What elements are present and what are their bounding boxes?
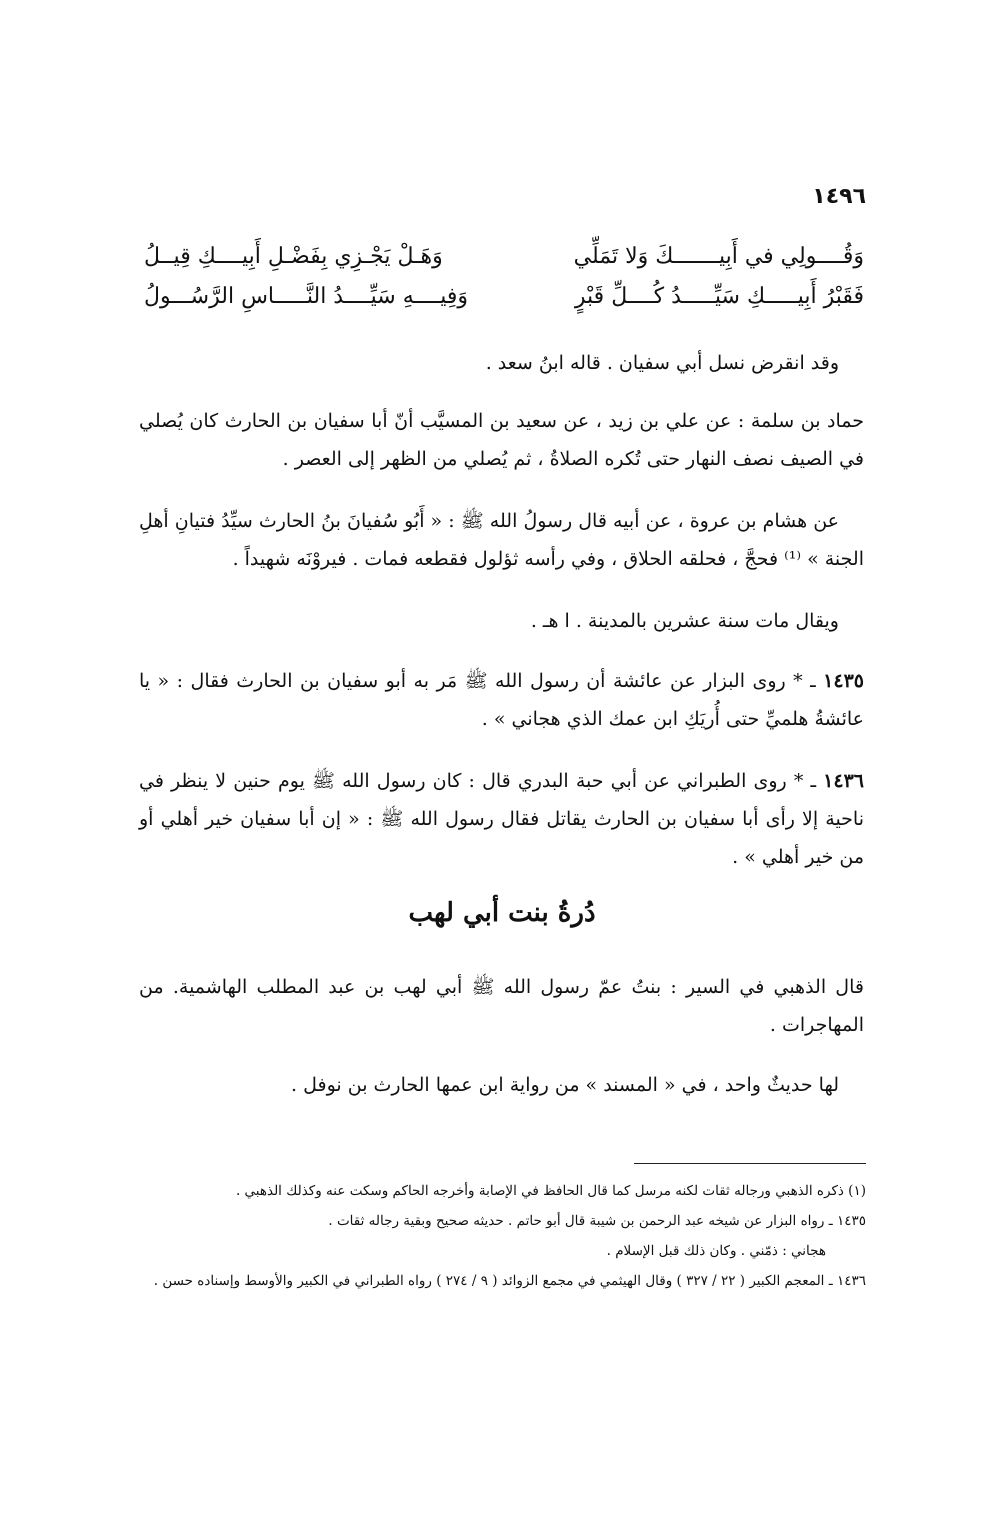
footnote-1: (١) ذكره الذهبي ورجاله ثقات لكنه مرسل كما قال الحافظ في الإصابة وأخرجه الحاكم وسكت عنه وكذلك الذهبي .	[235, 1183, 866, 1199]
footnote-1436: ١٤٣٦ ـ المعجم الكبير ( ٢٢ / ٣٢٧ ) وقال الهيثمي في مجمع الزوائد ( ٩ / ٢٧٤ ) رواه الطبراني في الكبير والأوسط وإسناده حسن .	[153, 1273, 866, 1289]
footnote-separator	[634, 1163, 866, 1164]
section-title: دُرةُ بنت أبي لهب	[408, 898, 596, 928]
paragraph-hisham-report: عن هشام بن عروة ، عن أبيه قال رسولُ الله ﷺ : « أَبُو سُفيانَ بنُ الحارث سيِّدُ فتيانِ أهلِ الجنة » ⁽¹⁾ فحجَّ ، فحلقه الحلاق ، وفي رأسه ثؤلول فقطعه فمات . فيروْنَه شهيداً .	[139, 510, 864, 570]
poem-verse-1	[144, 244, 864, 280]
hadith-1435-number: ١٤٣٥	[823, 670, 864, 692]
verse-2-first-hemistich: فَقَبْرُ أَبِيـــــكِ سَيِّـــــدُ كُــــلِّ قَبْرٍ	[574, 284, 864, 309]
hadith-1436	[139, 762, 864, 876]
paragraph-death-year: ويقال مات سنة عشرين بالمدينة . ا هـ .	[530, 610, 839, 632]
paragraph-prayer-report: حماد بن سلمة : عن علي بن زيد ، عن سعيد بن المسيَّب أنّ أبا سفيان بن الحارث كان يُصلي في الصيف نصف النهار حتى تُكره الصلاةُ ، ثم يُصلي من الظهر إلى العصر .	[139, 410, 864, 470]
page-number: ١٤٩٦	[812, 184, 866, 209]
section-paragraph-1: قال الذهبي في السير : بنتُ عمّ رسول الله ﷺ أبي لهب بن عبد المطلب الهاشمية. من المهاجرات .	[139, 976, 864, 1036]
verse-2-second-hemistich: وَفِيــــهِ سَيِّــــدُ النَّـــــاسِ الرَّسُـــولُ	[144, 284, 469, 309]
footnote-1435-gloss: هجاني : ذمّني . وكان ذلك قبل الإسلام .	[606, 1243, 826, 1259]
hadith-1436-text: ـ * روى الطبراني عن أبي حبة البدري قال : كان رسول الله ﷺ يوم حنين لا ينظر في ناحية إلا رأى أبا سفيان بن الحارث يقاتل فقال رسول الله ﷺ : « إن أبا سفيان خير أهلي أو من خير أهلي » .	[139, 770, 864, 868]
hadith-1436-number: ١٤٣٦	[823, 770, 864, 792]
section-paragraph-2: لها حديثٌ واحد ، في « المسند » من رواية ابن عمها الحارث بن نوفل .	[291, 1074, 839, 1096]
hadith-1435	[139, 662, 864, 738]
verse-1-second-hemistich: وَهَـلْ يَجْـزِي بِفَضْـلِ أَبِيــــكِ قِيــلُ	[144, 244, 443, 269]
poem-verse-2	[144, 284, 864, 320]
verse-1-first-hemistich: وَقُــــولِي في أَبِيـــــــكَ وَلا تَمَلِّي	[573, 244, 864, 269]
hadith-1435-text: ـ * روى البزار عن عائشة أن رسول الله ﷺ مَر به أبو سفيان بن الحارث فقال : « يا عائشةُ هلميِّ حتى أُريَكِ ابن عمك الذي هجاني » .	[139, 670, 864, 730]
footnote-1435: ١٤٣٥ ـ رواه البزار عن شيخه عبد الرحمن بن شيبة قال أبو حاتم . حديثه صحيح وبقية رجاله ثقات .	[328, 1213, 866, 1229]
paragraph-lineage: وقد انقرض نسل أبي سفيان . قاله ابنُ سعد .	[485, 352, 839, 374]
